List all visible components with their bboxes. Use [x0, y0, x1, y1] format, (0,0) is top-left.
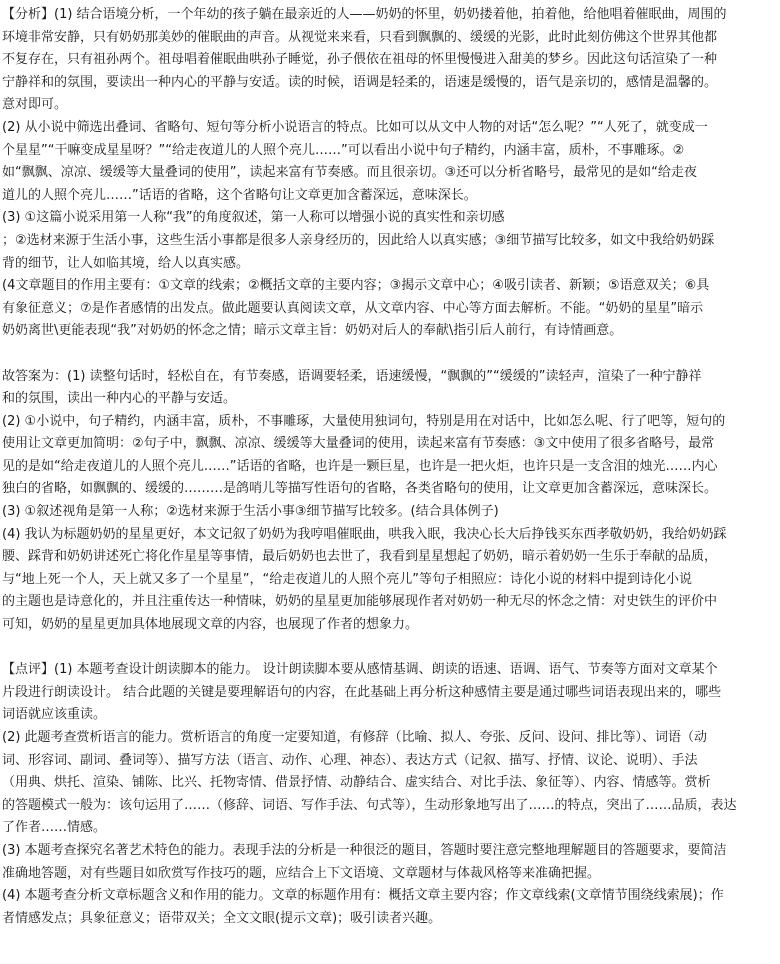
comment-line: 者情感发点；具象征意义；语带双关；全文文眼(提示文章)；吸引读者兴趣。 — [2, 910, 442, 926]
comment-line: 片段进行朗读设计。 结合此题的关键是要理解语句的内容，在此基础上再分析这种感情主要是通过哪些词语表现出来的，哪些 — [2, 684, 722, 700]
analysis-line: 环境非常安静，只有奶奶那美妙的催眠曲的声音。从视觉来来看，只看到飘飘的、缓缓的光影，此时此刻仿佛这个世界其他都 — [2, 29, 718, 45]
answer-line: 故答案为：(1) 读整句话时，轻松自在，有节奏感，语调要轻柔，语速缓慢，“飘飘的”“缓缓的”读轻声，渲染了一种宁静祥 — [2, 368, 702, 384]
answer-line: 与“地上死一个人，天上就又多了一个星星”，“给走夜道儿的人照个亮儿”等句子相照应：诗化小说的材料中提到诗化小说 — [2, 571, 692, 587]
analysis-line: 如“飘飘、凉凉、缓缓等大量叠词的使用”，读起来富有节奏感。而且很亲切。③还可以分析省略号，最常见的是如“给走夜 — [2, 165, 697, 181]
answer-line: 和的氛围，读出一种内心的平静与安适。 — [2, 391, 237, 407]
comment-line: 准确地答题，对有些题目如欣赏写作技巧的题，应结合上下文语境、文章题材与体裁风格等来准确把握。 — [2, 865, 601, 881]
analysis-line: (2) 从小说中筛选出叠词、省略句、短句等分析小说语言的特点。比如可以从文中人物的对话“怎么呢？”“人死了，就变成一 — [2, 119, 708, 135]
analysis-line: (4文章题目的作用主要有：①文章的线索；②概括文章的主要内容；③揭示文章中心；④吸引读者、新颖；⑤语意双关；⑥具 — [2, 278, 710, 294]
comment-line: 词、形容词、副词、叠词等）、描写方法（语言、动作、心理、神态）、表达方式（记叙、描写、抒情、议论、说明）、手法 — [2, 752, 698, 768]
section-gap — [2, 343, 778, 366]
analysis-line: 意对即可。 — [2, 97, 68, 113]
answer-line: (3) ①叙述视角是第一人称；②选材来源于生活小事③细节描写比较多。(结合具体例子) — [2, 504, 499, 520]
answer-line: 腰、踩背和奶奶讲述死亡将化作星星等事情，最后奶奶也去世了，我看到星星想起了奶奶，暗示着奶奶一生乐于奉献的品质， — [2, 549, 718, 565]
analysis-line: 宁静祥和的氛围，要读出一种内心的平静与安适。读的时候，语调是轻柔的，语速是缓慢的，语气是亲切的，感情是温馨的。 — [2, 74, 718, 90]
analysis-line: 个星星”“干嘛变成星星呀？”“给走夜道儿的人照个亮儿……”可以看出小说中句子精约，内涵丰富，质朴，不事雕琢。② — [2, 142, 685, 158]
comment-line: (2) 此题考查赏析语言的能力。赏析语言的角度一定要知道，有修辞（比喻、拟人、夸张、反问、设问、排比等）、词语（动 — [2, 730, 708, 745]
analysis-section — [2, 4, 778, 343]
answer-line: 独白的省略，如飘飘的、缓缓的………是鸽哨儿等描写性语句的省略，各类省略句的使用，让文章更加含蓄深远，意味深长。 — [2, 481, 718, 497]
comment-line: 了作者……情感。 — [2, 820, 107, 836]
section-gap — [2, 637, 778, 660]
answer-line: 使用让文章更加简明：②句子中，飘飘、凉凉、缓缓等大量叠词的使用，读起来富有节奏感：③文中使用了很多省略号，最常 — [2, 436, 715, 452]
answer-section — [2, 366, 778, 637]
comment-line: 词语就应该重读。 — [2, 707, 107, 723]
answer-line: 见的是如“给走夜道儿的人照个亮儿……”话语的省略，也许是一颗巨星，也许是一把火炬，也许只是一支含泪的烛光……内心 — [2, 458, 718, 474]
comment-line: （用典、烘托、渲染、铺陈、比兴、托物寄情、借景抒情、动静结合、虚实结合、对比手法、象征等）、内容、情感等。赏析 — [2, 775, 711, 791]
comment-section — [2, 659, 778, 930]
analysis-line: (3) ①这篇小说采用第一人称“我”的角度叙述，第一人称可以增强小说的真实性和亲切感 — [2, 210, 505, 226]
analysis-line: 奶奶离世\更能表现“我”对奶奶的怀念之情；暗示文章主旨：奶奶对后人的奉献\指引后人前行，有诗情画意。 — [2, 323, 623, 339]
analysis-line: 背的细节，让人如临其境，给人以真实感。 — [2, 255, 250, 271]
analysis-line: ；②选材来源于生活小事，这些生活小事都是很多人亲身经历的，因此给人以真实感；③细节描写比较多，如文中我给奶奶踩 — [2, 232, 715, 248]
comment-line: (3) 本题考查探究名著艺术特色的能力。表现手法的分析是一种很泛的题目，答题时要注意完整地理解题目的答题要求，要简洁 — [2, 842, 727, 858]
answer-line: (4) 我认为标题奶奶的星星更好，本文记叙了奶奶为我哼唱催眠曲，哄我入眠，我决心长大后挣钱买东西孝敬奶奶，我给奶奶踩 — [2, 526, 727, 542]
comment-line: 的答题模式一般为：该句运用了……（修辞、词语、写作手法、句式等），生动形象地写出了……的特点，突出了……品质，表达 — [2, 797, 737, 813]
comment-line: 【点评】(1) 本题考查设计朗读脚本的能力。 设计朗读脚本要从感情基调、朗读的语速、语调、语气、节奏等方面对文章某个 — [2, 662, 718, 678]
answer-line: 可知，奶奶的星星更加具体地展现文章的内容，也展现了作者的想象力。 — [2, 617, 419, 633]
analysis-line: 【分析】(1) 结合语境分析，一个年幼的孩子躺在最亲近的人——奶奶的怀里，奶奶搂着他，拍着他，给他唱着催眠曲，周围的 — [2, 7, 727, 22]
analysis-line: 不复存在，只有祖孙两个。祖母唱着催眠曲哄孙子睡觉，孙子偎依在祖母的怀里慢慢进入甜美的梦乡。因此这句话渲染了一种 — [2, 52, 718, 68]
answer-line: 的主题也是诗意化的，并且注重传达一种情味，奶奶的星星更加能够展现作者对奶奶一种无尽的怀念之情：对史铁生的评价中 — [2, 594, 718, 610]
analysis-line: 有象征意义；⑦是作者感情的出发点。做此题要认真阅读文章，从文章内容、中心等方面去解析。不能。“奶奶的星星”暗示 — [2, 300, 704, 316]
comment-line: (4) 本题考查分析文章标题含义和作用的能力。文章的标题作用有：概括文章主要内容；作文章线索(文章情节围绕线索展)；作 — [2, 888, 724, 904]
answer-line: (2) ①小说中，句子精约，内涵丰富，质朴，不事雕琢，大量使用独词句，特别是用在对话中，比如怎么呢、行了吧等，短句的 — [2, 413, 726, 429]
analysis-line: 道儿的人照个亮儿……”话语的省略，这个省略句让文章更加含蓄深远，意味深长。 — [2, 187, 477, 203]
